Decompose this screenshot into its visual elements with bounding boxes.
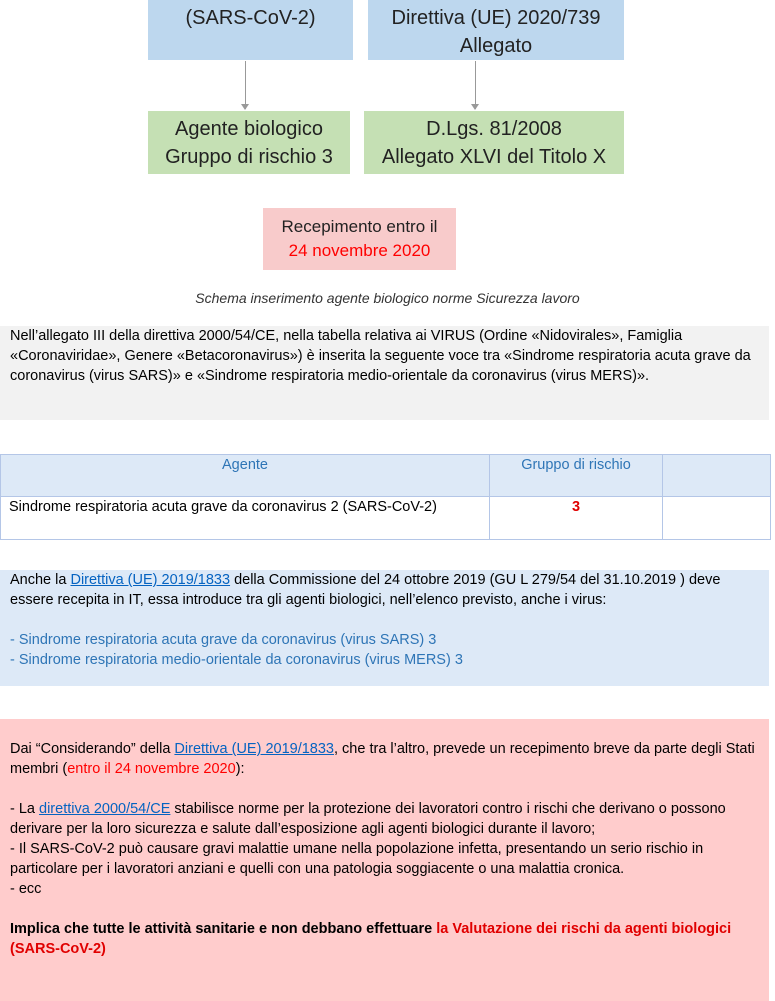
considerando-end: ): [235, 761, 245, 777]
direttiva-box-line1: Direttiva (UE) 2020/739 [391, 7, 601, 29]
dlgs-box-line2: Allegato XLVI del Titolo X [381, 145, 607, 168]
dlgs-box [364, 111, 624, 174]
conclusion-highlight: la Valutazione dei rischi da agenti biologici (SARS-CoV-2) [10, 921, 732, 957]
intro-paragraph: Nell’allegato III della direttiva 2000/54/CE, nella tabella relativa ai VIRUS (Ordine «Nidovirales», Famiglia «Coronaviridae», Genere «Betacoronavirus») è inserita la seguente voce tra «Sindrome respiratoria acuta grave da coronavirus (virus SARS)» e «Sindrome respiratoria medio-orientale da coronavirus (virus MERS)». [0, 326, 769, 420]
virus-sars-item: - Sindrome respiratoria acuta grave da coronavirus (virus SARS) 3 [10, 632, 437, 648]
cell-gruppo-rischio: 3 [490, 497, 663, 540]
recepimento-line1: Recepimento entro il [281, 217, 438, 236]
table-header-row [1, 455, 771, 497]
header-gruppo-rischio: Gruppo di rischio [490, 455, 663, 497]
bullet1-prefix: - La [10, 801, 40, 817]
direttiva-box-line2: Allegato [459, 35, 533, 57]
cell-agente: Sindrome respiratoria acuta grave da coronavirus 2 (SARS-CoV-2) [1, 497, 490, 540]
bullet-direttiva-2000 [10, 799, 759, 839]
direttiva-box [368, 0, 624, 60]
arrow-direttiva-to-dlgs [475, 61, 476, 109]
cell-empty [663, 497, 771, 540]
table-row [1, 497, 771, 540]
agente-box-line1: Agente biologico [175, 117, 323, 140]
considerando-prefix: Dai “Considerando” della [10, 741, 175, 757]
dlgs-box-line1: D.Lgs. 81/2008 [426, 117, 562, 140]
bullet-ecc: - ecc [10, 881, 42, 897]
conclusion [10, 919, 759, 959]
recepimento-deadline: 24 novembre 2020 [288, 241, 431, 260]
virus-mers-item: - Sindrome respiratoria medio-orientale da coronavirus (virus MERS) 3 [10, 652, 463, 668]
anche-paragraph [0, 570, 769, 686]
agent-table [0, 454, 771, 540]
anche-prefix: Anche la [10, 572, 71, 588]
bullet-sars-cov-2: - Il SARS-CoV-2 può causare gravi malattie umane nella popolazione infetta, presentando un serio rischio in particolare per i lavoratori anziani e quelli con una patologia soggiacente o una malattia cronica. [10, 841, 704, 877]
considerando-middle: , che tra l’altro, prevede un recepimento breve da parte degli Stati membri ( [10, 741, 755, 777]
bullet1-suffix: stabilisce norme per la protezione dei lavoratori contro i rischi che derivano o possono derivare per la loro sicurezza e salute dall’esposizione agli agenti biologici durante il lavoro; [10, 801, 726, 837]
considerando-intro [10, 739, 759, 779]
direttiva-2000-54-link[interactable]: direttiva 2000/54/CE [39, 801, 171, 817]
considerando-paragraph [0, 719, 769, 1001]
considerando-deadline: entro il 24 novembre 2020 [67, 761, 236, 777]
sars-box [148, 0, 353, 60]
anche-suffix: della Commissione del 24 ottobre 2019 (GU L 279/54 del 31.10.2019 ) deve essere recepita in IT, essa introduce tra gli agenti biologici, nell’elenco previsto, anche i virus: [10, 572, 721, 608]
sars-box-label: (SARS-CoV-2) [185, 7, 316, 29]
agente-box-line2: Gruppo di rischio 3 [165, 145, 333, 168]
recepimento-box [263, 208, 456, 270]
conclusion-prefix: Implica che tutte le attività sanitarie e non debbano effettuare [10, 921, 437, 937]
arrow-sars-to-agente [245, 61, 246, 109]
direttiva-2019-1833-link[interactable]: Direttiva (UE) 2019/1833 [70, 572, 231, 588]
considerando-direttiva-link[interactable]: Direttiva (UE) 2019/1833 [174, 741, 334, 757]
header-agente: Agente [1, 455, 490, 497]
header-empty [663, 455, 771, 497]
agente-box [148, 111, 350, 174]
diagram-caption: Schema inserimento agente biologico norme Sicurezza lavoro [195, 290, 580, 306]
